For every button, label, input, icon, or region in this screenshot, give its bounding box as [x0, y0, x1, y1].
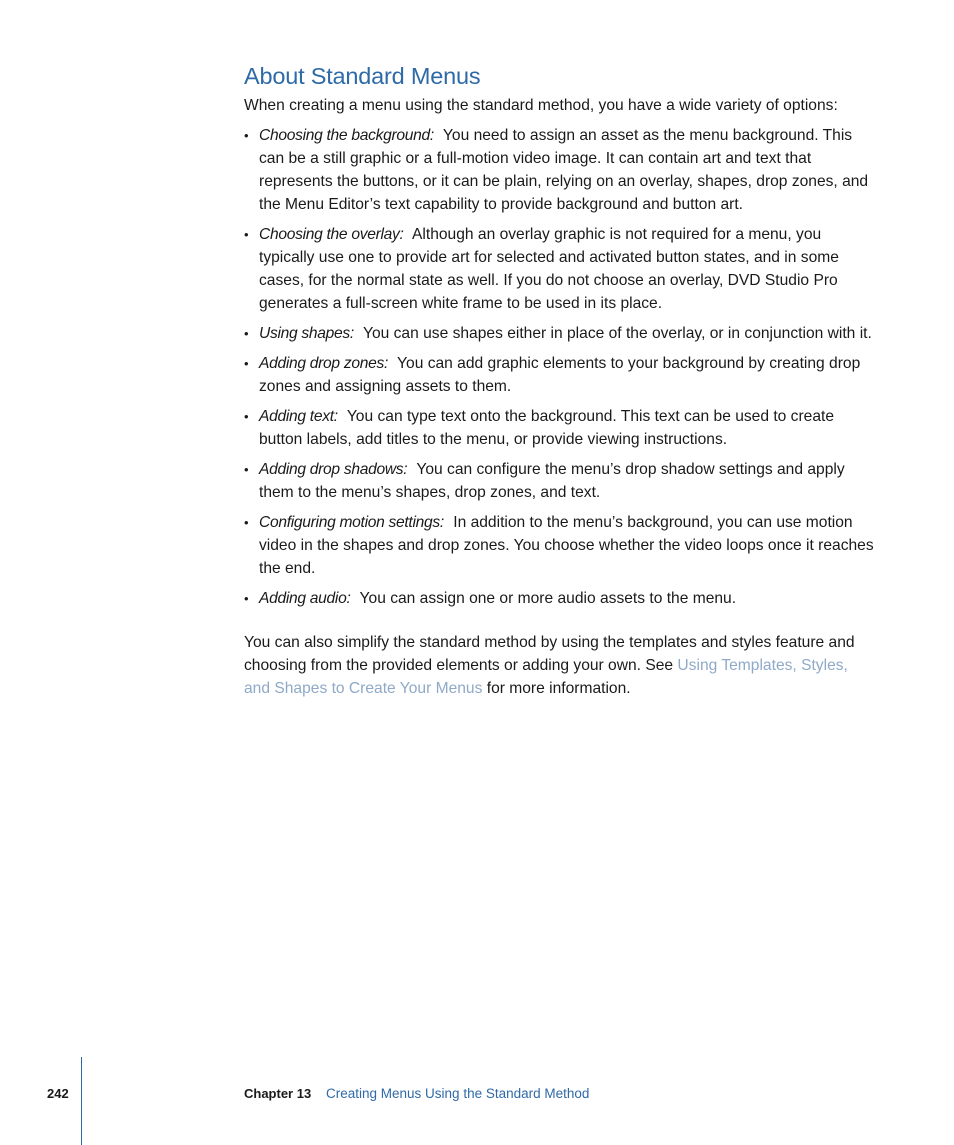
list-item — [244, 352, 876, 398]
list-item — [244, 458, 876, 504]
list-item — [244, 124, 876, 216]
closing-text-after: for more information. — [482, 680, 631, 697]
list-item-term: Adding drop shadows: — [259, 461, 408, 478]
list-item-term: Configuring motion settings: — [259, 514, 444, 531]
footer-divider — [81, 1057, 82, 1145]
list-item-term: Using shapes: — [259, 325, 354, 342]
list-item-text: You can configure the menu’s drop shadow settings and apply them to the menu’s shapes, drop zones, and text. — [259, 461, 845, 501]
bullet-icon: • — [244, 227, 249, 242]
list-item — [244, 405, 876, 451]
options-list — [244, 124, 876, 610]
list-item-text: You can use shapes either in place of the overlay, or in conjunction with it. — [362, 325, 872, 342]
section-heading: About Standard Menus — [244, 63, 481, 89]
list-item-text: You need to assign an asset as the menu background. This can be a still graphic or a full-motion video image. It can contain art and text that represents the buttons, or it can be plain, relying on an overlay, shapes, drop zones, and the Menu Editor’s text capability to provide background and button art. — [259, 127, 869, 213]
page-number: 242 — [47, 1086, 69, 1101]
bullet-icon: • — [244, 515, 249, 530]
chapter-label: Chapter 13 — [244, 1086, 312, 1101]
cross-reference-link[interactable]: Using Templates, Styles, and Shapes to Create Your Menus — [244, 657, 848, 697]
list-item-term: Choosing the background: — [259, 127, 434, 144]
main-content — [244, 60, 876, 700]
bullet-icon: • — [244, 409, 249, 424]
list-item — [244, 223, 876, 315]
list-item-text: Although an overlay graphic is not required for a menu, you typically use one to provide art for selected and activated button states, and in some cases, for the normal state as well. If you do not choose an overlay, DVD Studio Pro generates a full-screen white frame to be used in its place. — [259, 226, 839, 312]
list-item — [244, 511, 876, 580]
list-item-term: Adding audio: — [259, 590, 351, 607]
list-item-text: You can type text onto the background. This text can be used to create button labels, add titles to the menu, or provide viewing instructions. — [259, 408, 835, 448]
list-item-text: You can add graphic elements to your background by creating drop zones and assigning assets to them. — [259, 355, 861, 395]
bullet-icon: • — [244, 326, 249, 341]
list-item — [244, 587, 876, 610]
bullet-icon: • — [244, 128, 249, 143]
bullet-icon: • — [244, 591, 249, 606]
closing-paragraph — [244, 631, 876, 700]
list-item-text: You can assign one or more audio assets to the menu. — [359, 590, 737, 607]
bullet-icon: • — [244, 356, 249, 371]
list-item-term: Adding text: — [259, 408, 338, 425]
chapter-title-link[interactable]: Creating Menus Using the Standard Method — [326, 1086, 590, 1101]
list-item — [244, 322, 876, 345]
closing-text-before: You can also simplify the standard method by using the templates and styles feature and choosing from the provided elements or adding your own. See — [244, 634, 855, 674]
intro-paragraph: When creating a menu using the standard method, you have a wide variety of options: — [244, 97, 838, 114]
list-item-text: In addition to the menu’s background, you can use motion video in the shapes and drop zones. You choose whether the video loops once it reaches the end. — [259, 514, 874, 577]
list-item-term: Choosing the overlay: — [259, 226, 404, 243]
bullet-icon: • — [244, 462, 249, 477]
list-item-term: Adding drop zones: — [259, 355, 388, 372]
